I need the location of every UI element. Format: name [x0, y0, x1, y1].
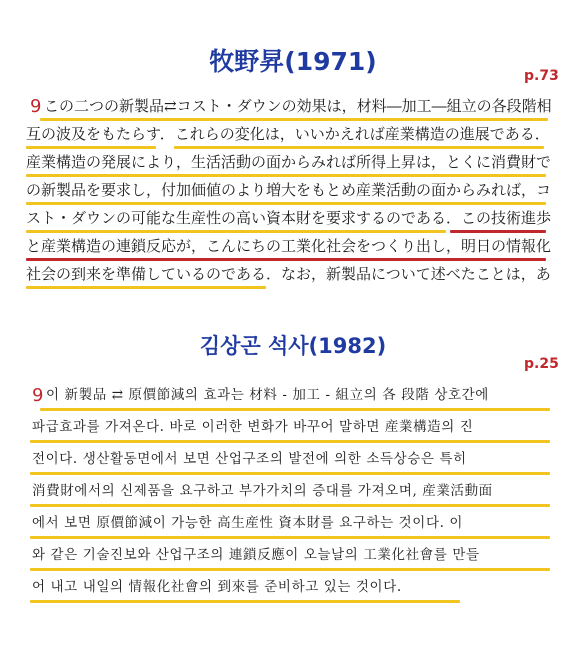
bottom-underline	[30, 536, 550, 539]
bottom-underline	[30, 440, 550, 443]
bottom-paragraph-marker: 9	[32, 385, 44, 406]
bottom-title: 김상곤 석사(1982)	[199, 334, 387, 358]
top-title: 牧野昇(1971)	[209, 47, 377, 76]
top-underline	[26, 202, 546, 205]
bottom-line-7: 어 내고 내일의 情報化社會의 到來를 준비하고 있는 것이다.	[32, 579, 402, 595]
bottom-line-1: 이 新製品 ⇄ 原價節減의 효과는 材料 - 加工 - 組立의 各 段階 상호간에	[46, 387, 489, 403]
bottom-line-6: 와 같은 기술진보와 산업구조의 連鎖反應이 오늘날의 工業化社會를 만들	[32, 547, 480, 563]
top-line-6: と産業構造の連鎖反応が，こんにちの工業化社会をつくり出し，明日の情報化	[26, 237, 552, 255]
top-red-underline	[450, 230, 546, 233]
top-underline	[26, 174, 546, 177]
top-line-2: 互の波及をもたらす．これらの変化は，いいかえれば産業構造の進展である．	[26, 125, 550, 143]
top-line-3: 産業構造の発展により，生活活動の面からみれば所得上昇は，とくに消費財で	[26, 153, 552, 171]
bottom-underline	[30, 472, 550, 475]
bottom-page-number: p.25	[524, 356, 559, 372]
bottom-underline	[30, 504, 550, 507]
top-line-5: スト・ダウンの可能な生産性の高い資本財を要求するのである．この技術進歩	[26, 209, 552, 227]
top-page-number: p.73	[524, 68, 559, 84]
bottom-line-3: 전이다. 생산활동면에서 보면 산업구조의 발전에 의한 소득상승은 특히	[32, 451, 467, 467]
bottom-underline	[40, 408, 550, 411]
top-line-4: の新製品を要求し，付加価値のより増大をもとめ産業活動の面からみれば，コ	[26, 181, 552, 199]
top-underline	[26, 146, 156, 149]
bottom-underline	[30, 568, 550, 571]
top-underline	[174, 146, 544, 149]
top-red-underline	[26, 258, 546, 261]
bottom-underline	[30, 600, 460, 603]
bottom-line-2: 파급효과를 가져온다. 바로 이러한 변화가 바꾸어 말하면 産業構造의 진	[32, 419, 474, 435]
top-paragraph-marker: 9	[30, 96, 42, 117]
top-line-7: 社会の到来を準備しているのである．なお，新製品について述べたことは，あ	[26, 265, 551, 283]
bottom-line-4: 消費財에서의 신제품을 요구하고 부가가치의 증대를 가져오며, 産業活動面	[32, 483, 493, 499]
bottom-line-5: 에서 보면 原價節減이 가능한 高生産性 資本財를 요구하는 것이다. 이	[32, 515, 464, 531]
top-underline	[40, 118, 548, 121]
top-underline	[26, 286, 266, 289]
top-line-1: この二つの新製品⇄コスト・ダウンの効果は，材料―加工―組立の各段階相	[44, 97, 552, 115]
top-underline	[26, 230, 446, 233]
